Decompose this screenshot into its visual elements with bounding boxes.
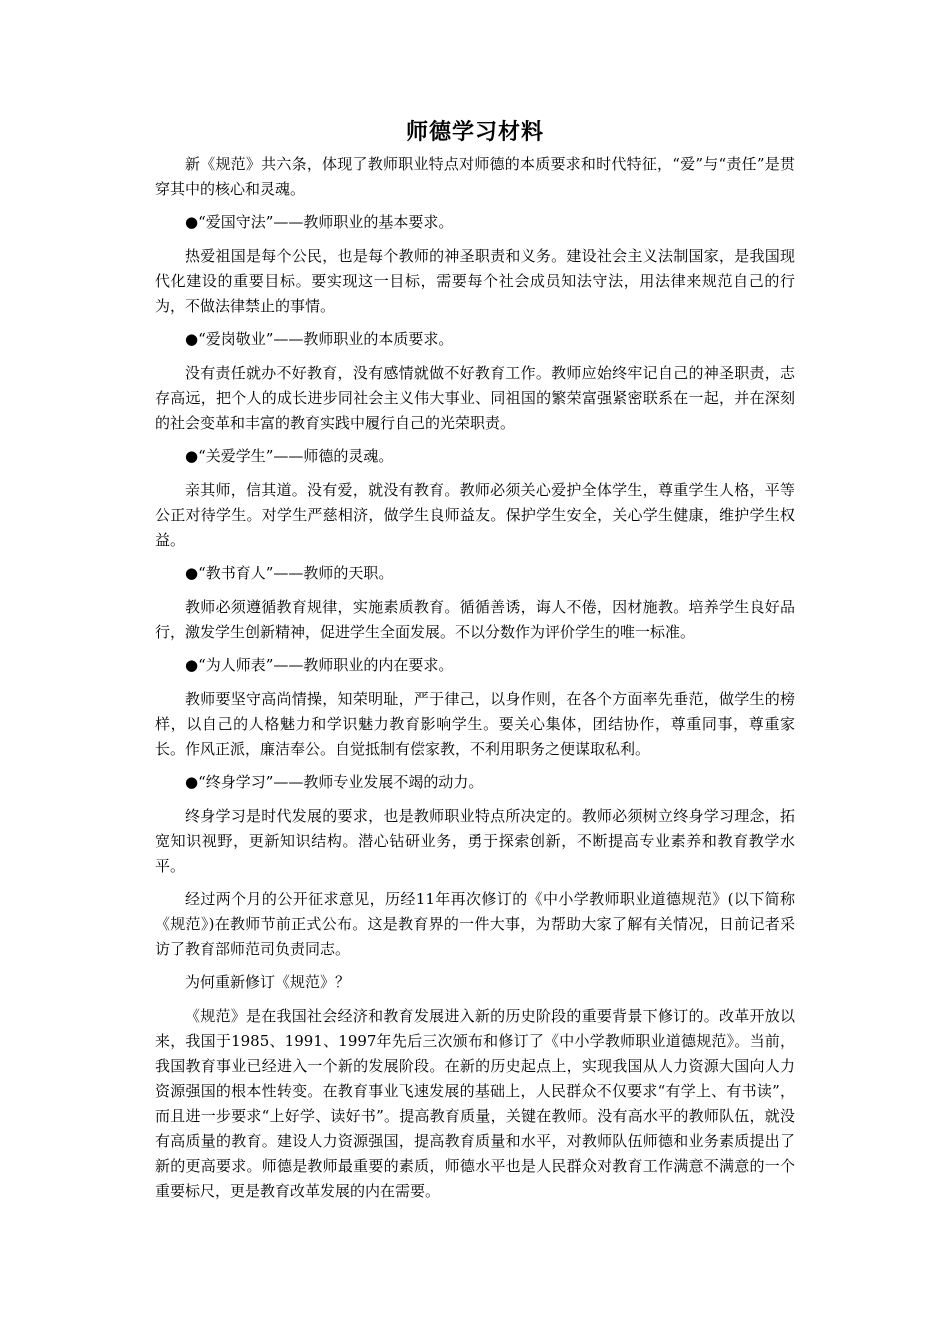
document-page [155, 118, 795, 1212]
section-heading-dedication: ●“爱岗敬业”——教师职业的本质要求。 [185, 330, 454, 348]
question-heading: 为何重新修订《规范》？ [185, 973, 351, 991]
section-body-teaching: 教师必须遵循教育规律，实施素质教育。循循善诱，诲人不倦，因材施教。培养学生良好品行，激发学生创新精神，促进学生全面发展。不以分数作为评价学生的唯一标准。 [155, 598, 795, 641]
section-body-lifelong-learning: 终身学习是时代发展的要求，也是教师职业特点所决定的。教师必须树立终身学习理念，拓宽知识视野，更新知识结构。潜心钻研业务，勇于探索创新，不断提高专业素养和教育教学水平。 [155, 807, 795, 875]
document-title: 师德学习材料 [405, 120, 544, 145]
news-paragraph: 经过两个月的公开征求意见，历经11年再次修订的《中小学教师职业道德规范》(以下简称《规范》)在教师节前正式公布。这是教育界的一件大事，为帮助大家了解有关情况，日前记者采访了教育部师范司负责同志。 [155, 890, 795, 958]
section-heading-lifelong-learning: ●“终身学习”——教师专业发展不竭的动力。 [185, 773, 484, 791]
intro-paragraph: 新《规范》共六条，体现了教师职业特点对师德的本质要求和时代特征，“爱”与“责任”是贯穿其中的核心和灵魂。 [155, 155, 795, 198]
section-body-role-model: 教师要坚守高尚情操，知荣明耻，严于律己，以身作则，在各个方面率先垂范，做学生的榜样，以自己的人格魅力和学识魅力教育影响学生。要关心集体，团结协作，尊重同事，尊重家长。作风正派，廉洁奉公。自觉抵制有偿家教，不利用职务之便谋取私利。 [155, 690, 795, 758]
section-body-care: 亲其师，信其道。没有爱，就没有教育。教师必须关心爱护全体学生，尊重学生人格，平等公正对待学生。对学生严慈相济，做学生良师益友。保护学生安全，关心学生健康，维护学生权益。 [155, 481, 795, 549]
section-body-patriotism: 热爱祖国是每个公民，也是每个教师的神圣职责和义务。建设社会主义法制国家，是我国现代化建设的重要目标。要实现这一目标，需要每个社会成员知法守法，用法律来规范自己的行为，不做法律禁止的事情。 [155, 247, 795, 315]
section-body-dedication: 没有责任就办不好教育，没有感情就做不好教育工作。教师应始终牢记自己的神圣职责，志存高远，把个人的成长进步同社会主义伟大事业、同祖国的繁荣富强紧密联系在一起，并在深刻的社会变革和丰富的教育实践中履行自己的光荣职责。 [155, 364, 795, 432]
answer-paragraph: 《规范》是在我国社会经济和教育发展进入新的历史阶段的重要背景下修订的。改革开放以来，我国于1985、1991、1997年先后三次颁布和修订了《中小学教师职业道德规范》。当前，我国教育事业已经进入一个新的发展阶段。在新的历史起点上，实现我国从人力资源大国向人力资源强国的根本性转变。在教育事业飞速发展的基础上，人民群众不仅要求“有学上、有书读”，而且进一步要求“上好学、读好书”。提高教育质量，关键在教师。没有高水平的教师队伍，就没有高质量的教育。建设人力资源强国，提高教育质量和水平，对教师队伍师德和业务素质提出了新的更高要求。师德是教师最重要的素质，师德水平也是人民群众对教育工作满意不满意的一个重要标尺，更是教育改革发展的内在需要。 [155, 1007, 795, 1200]
section-heading-role-model: ●“为人师表”——教师职业的内在要求。 [185, 656, 454, 674]
section-heading-care: ●“关爱学生”——师德的灵魂。 [185, 447, 394, 465]
section-heading-patriotism: ●“爱国守法”——教师职业的基本要求。 [185, 213, 454, 231]
section-heading-teaching: ●“教书育人”——教师的天职。 [185, 564, 394, 582]
